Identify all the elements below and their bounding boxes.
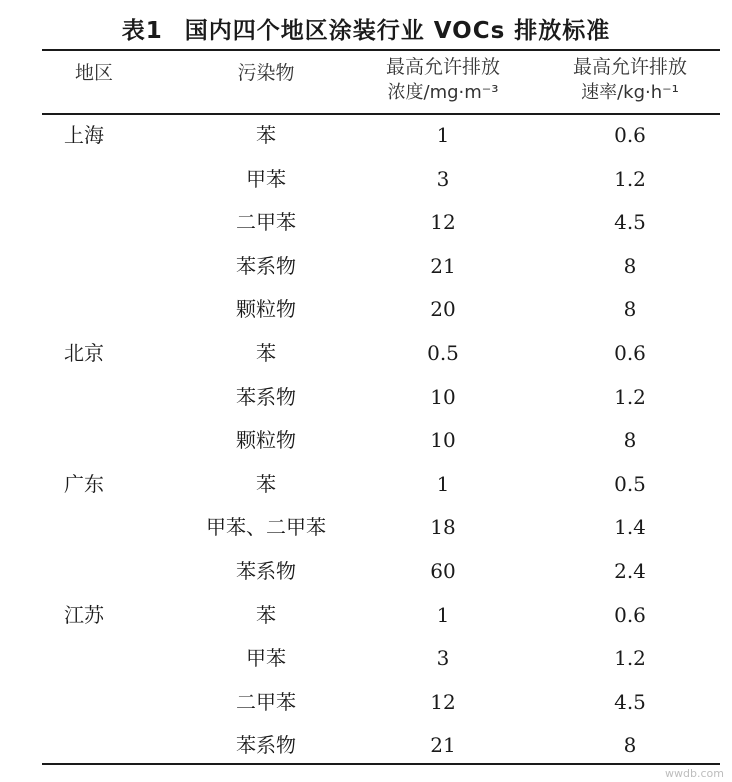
rate-cell: 4.5 [614,210,646,235]
pollutant-cell: 二甲苯 [236,689,296,714]
table-row [0,376,732,420]
pollutant-cell: 苯 [256,602,276,627]
pollutant-cell: 颗粒物 [236,297,296,322]
table-title-text: 国内四个地区涂装行业 VOCs 排放标准 [184,18,611,44]
table-row [0,158,732,202]
rate-cell: 1.2 [614,166,646,191]
table-row [0,594,732,638]
table-row [0,288,732,332]
table-number: 表1 [121,18,163,44]
concentration-cell: 1 [436,602,450,627]
table-body [0,114,732,768]
region-cell [64,288,124,332]
pollutant-cell: 甲苯 [246,646,286,671]
table-row [0,201,732,245]
header-rate [545,55,715,105]
concentration-cell: 0.5 [427,340,459,365]
pollutant-cell: 颗粒物 [236,428,296,453]
concentration-cell: 1 [436,123,450,147]
table-row [0,114,732,158]
table-row [0,550,732,594]
concentration-cell: 12 [430,689,456,714]
region-cell [64,724,124,768]
table-top-rule [42,49,720,51]
region-cell [64,419,124,463]
pollutant-cell: 苯 [256,471,276,496]
region-cell [64,245,124,289]
rate-cell: 2.4 [614,558,646,583]
region-cell: 江苏 [64,602,104,627]
table-row [0,724,732,768]
rate-cell: 8 [623,253,637,278]
concentration-cell: 21 [430,253,456,278]
pollutant-cell: 苯系物 [236,384,296,409]
concentration-cell: 10 [430,384,456,409]
concentration-cell: 3 [436,646,450,671]
rate-cell: 1.4 [614,515,646,540]
pollutant-cell: 甲苯 [246,166,286,191]
rate-cell: 0.6 [614,123,646,147]
region-cell [64,201,124,245]
pollutant-cell: 甲苯、二甲苯 [206,515,326,540]
table-title [0,12,732,45]
header-concentration-line1: 最高允许排放 [385,56,500,78]
header-pollutant: 污染物 [237,62,295,84]
region-cell [64,681,124,725]
pollutant-cell: 二甲苯 [236,210,296,235]
table-row [0,463,732,507]
rate-cell: 0.6 [614,340,646,365]
watermark: wwdb.com [665,767,724,780]
table-row [0,681,732,725]
region-cell [64,506,124,550]
concentration-cell: 10 [430,428,456,453]
pollutant-cell: 苯系物 [236,733,296,758]
concentration-cell: 1 [436,471,450,496]
rate-cell: 1.2 [614,646,646,671]
table-row [0,245,732,289]
concentration-cell: 21 [430,733,456,758]
rate-cell: 8 [623,428,637,453]
pollutant-cell: 苯系物 [236,558,296,583]
region-cell [64,158,124,202]
header-rate-line1: 最高允许排放 [572,56,687,78]
concentration-cell: 60 [430,558,456,583]
pollutant-cell: 苯 [256,340,276,365]
rate-cell: 8 [623,733,637,758]
concentration-cell: 3 [436,166,450,191]
region-cell: 北京 [64,340,104,365]
table-header [0,55,732,113]
region-cell: 上海 [64,123,104,147]
header-region: 地区 [74,62,113,84]
table-row [0,506,732,550]
rate-cell: 8 [623,297,637,322]
table-bottom-rule [42,763,720,765]
header-rate-line2: 速率/kg·h⁻¹ [581,82,679,103]
concentration-cell: 18 [430,515,456,540]
pollutant-cell: 苯 [256,123,276,147]
header-concentration-line2: 浓度/mg·m⁻³ [387,82,499,103]
pollutant-cell: 苯系物 [236,253,296,278]
concentration-cell: 12 [430,210,456,235]
rate-cell: 4.5 [614,689,646,714]
region-cell: 广东 [64,471,104,496]
region-cell [64,550,124,594]
region-cell [64,637,124,681]
region-cell [64,376,124,420]
table-row [0,419,732,463]
table-row [0,637,732,681]
rate-cell: 0.5 [614,471,646,496]
rate-cell: 0.6 [614,602,646,627]
header-concentration [358,55,528,105]
table-row [0,332,732,376]
rate-cell: 1.2 [614,384,646,409]
concentration-cell: 20 [430,297,456,322]
